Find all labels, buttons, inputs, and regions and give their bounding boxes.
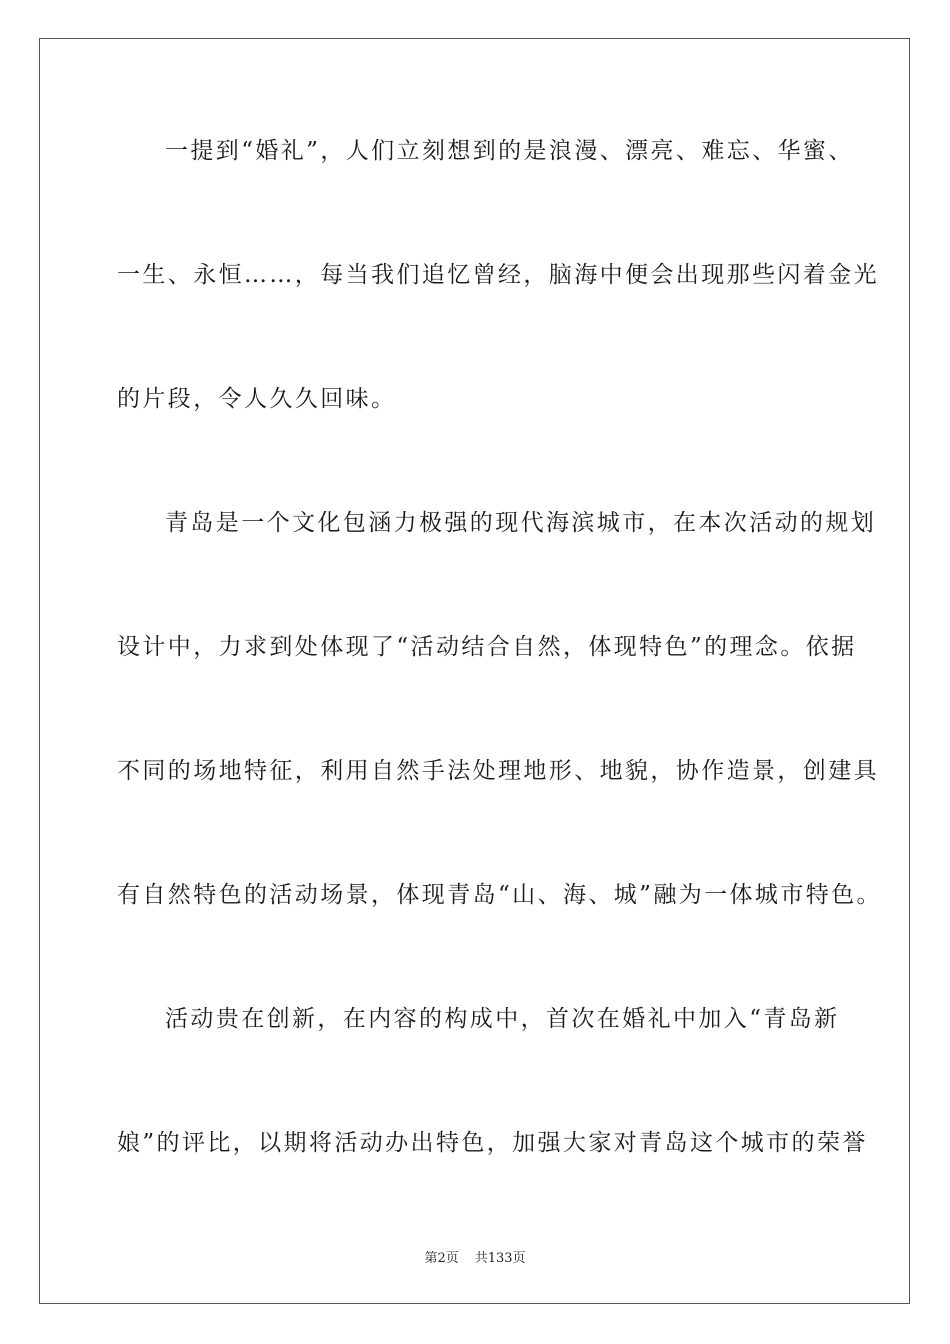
- text-line: 一提到“婚礼”，人们立刻想到的是浪漫、漂亮、难忘、华蜜、: [165, 138, 854, 164]
- text-line: 娘”的评比，以期将活动办出特色，加强大家对青岛这个城市的荣誉: [117, 1130, 868, 1156]
- page-number: 第2页: [424, 1251, 459, 1266]
- text-line: 活动贵在创新，在内容的构成中，首次在婚礼中加入“青岛新: [165, 1006, 840, 1032]
- total-pages: 共133页: [474, 1251, 526, 1266]
- text-line: 有自然特色的活动场景，体现青岛“山、海、城”融为一体城市特色。: [117, 882, 882, 908]
- text-line: 青岛是一个文化包涵力极强的现代海滨城市，在本次活动的规划: [165, 510, 877, 536]
- text-line: 的片段，令人久久回味。: [117, 386, 397, 412]
- text-line: 不同的场地特征，利用自然手法处理地形、地貌，协作造景，创建具: [117, 758, 879, 784]
- text-line: 一生、永恒……，每当我们追忆曾经，脑海中便会出现那些闪着金光: [117, 262, 879, 288]
- text-line: 设计中，力求到处体现了“活动结合自然，体现特色”的理念。依据: [117, 634, 857, 660]
- page-footer: [0, 1250, 950, 1268]
- page-border: [39, 38, 910, 1304]
